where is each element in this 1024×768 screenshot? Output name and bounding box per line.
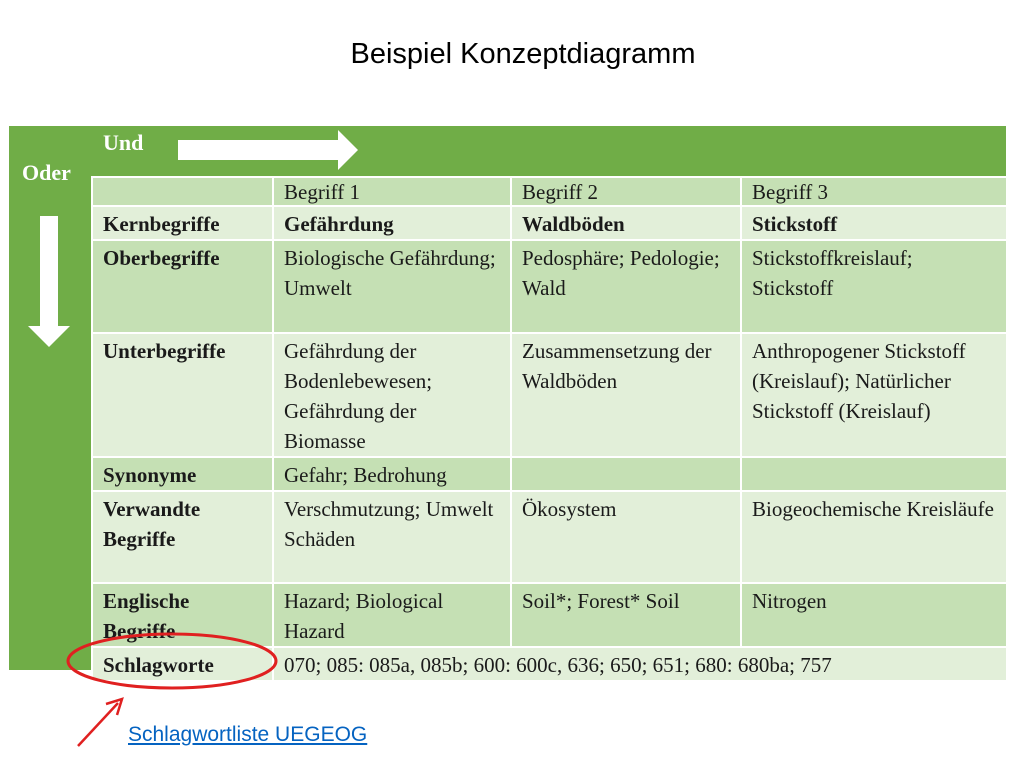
column-header: Begriff 1 bbox=[273, 177, 511, 206]
row-label: Unterbegriffe bbox=[92, 333, 273, 457]
table-cell: Gefahr; Bedrohung bbox=[273, 457, 511, 491]
table-cell: Ökosystem bbox=[511, 491, 741, 583]
row-label: Englische Begriffe bbox=[92, 583, 273, 647]
table-cell: Gefährdung der Bodenlebewesen; Gefährdung der Biomasse bbox=[273, 333, 511, 457]
highlight-ellipse bbox=[68, 634, 276, 688]
table-cell: Anthropogener Stickstoff (Kreislauf); Natürlicher Stickstoff (Kreislauf) bbox=[741, 333, 1007, 457]
table-cell: Zusammensetzung der Waldböden bbox=[511, 333, 741, 457]
table-cell: Biologische Gefährdung; Umwelt bbox=[273, 240, 511, 333]
row-label: Oberbegriffe bbox=[92, 240, 273, 333]
oder-label: Oder bbox=[22, 160, 71, 185]
table-cell: Soil*; Forest* Soil bbox=[511, 583, 741, 647]
column-header: Begriff 3 bbox=[741, 177, 1007, 206]
table-cell: Waldböden bbox=[511, 206, 741, 240]
table-cell: Verschmutzung; Umwelt Schäden bbox=[273, 491, 511, 583]
table-cell: Pedosphäre; Pedologie; Wald bbox=[511, 240, 741, 333]
table-cell: Nitrogen bbox=[741, 583, 1007, 647]
row-label: Schlagworte bbox=[92, 647, 273, 681]
table-cell: Stickstoffkreislauf; Stickstoff bbox=[741, 240, 1007, 333]
table-cell: Gefährdung bbox=[273, 206, 511, 240]
table-cell: Stickstoff bbox=[741, 206, 1007, 240]
table-cell: Hazard; Biological Hazard bbox=[273, 583, 511, 647]
page-title: Beispiel Konzeptdiagramm bbox=[350, 38, 696, 70]
row-label: Kernbegriffe bbox=[92, 206, 273, 240]
und-label: Und bbox=[103, 130, 144, 155]
pointer-arrow-icon bbox=[78, 703, 118, 746]
schlagwortliste-link[interactable]: Schlagwortliste UEGEOG bbox=[128, 723, 368, 746]
column-header: Begriff 2 bbox=[511, 177, 741, 206]
schlagworte-value: 070; 085: 085a, 085b; 600: 600c, 636; 650; 651; 680: 680ba; 757 bbox=[273, 647, 1007, 681]
row-label: Synonyme bbox=[92, 457, 273, 491]
row-label: Verwandte Begriffe bbox=[92, 491, 273, 583]
table-cell: Biogeochemische Kreisläufe bbox=[741, 491, 1007, 583]
